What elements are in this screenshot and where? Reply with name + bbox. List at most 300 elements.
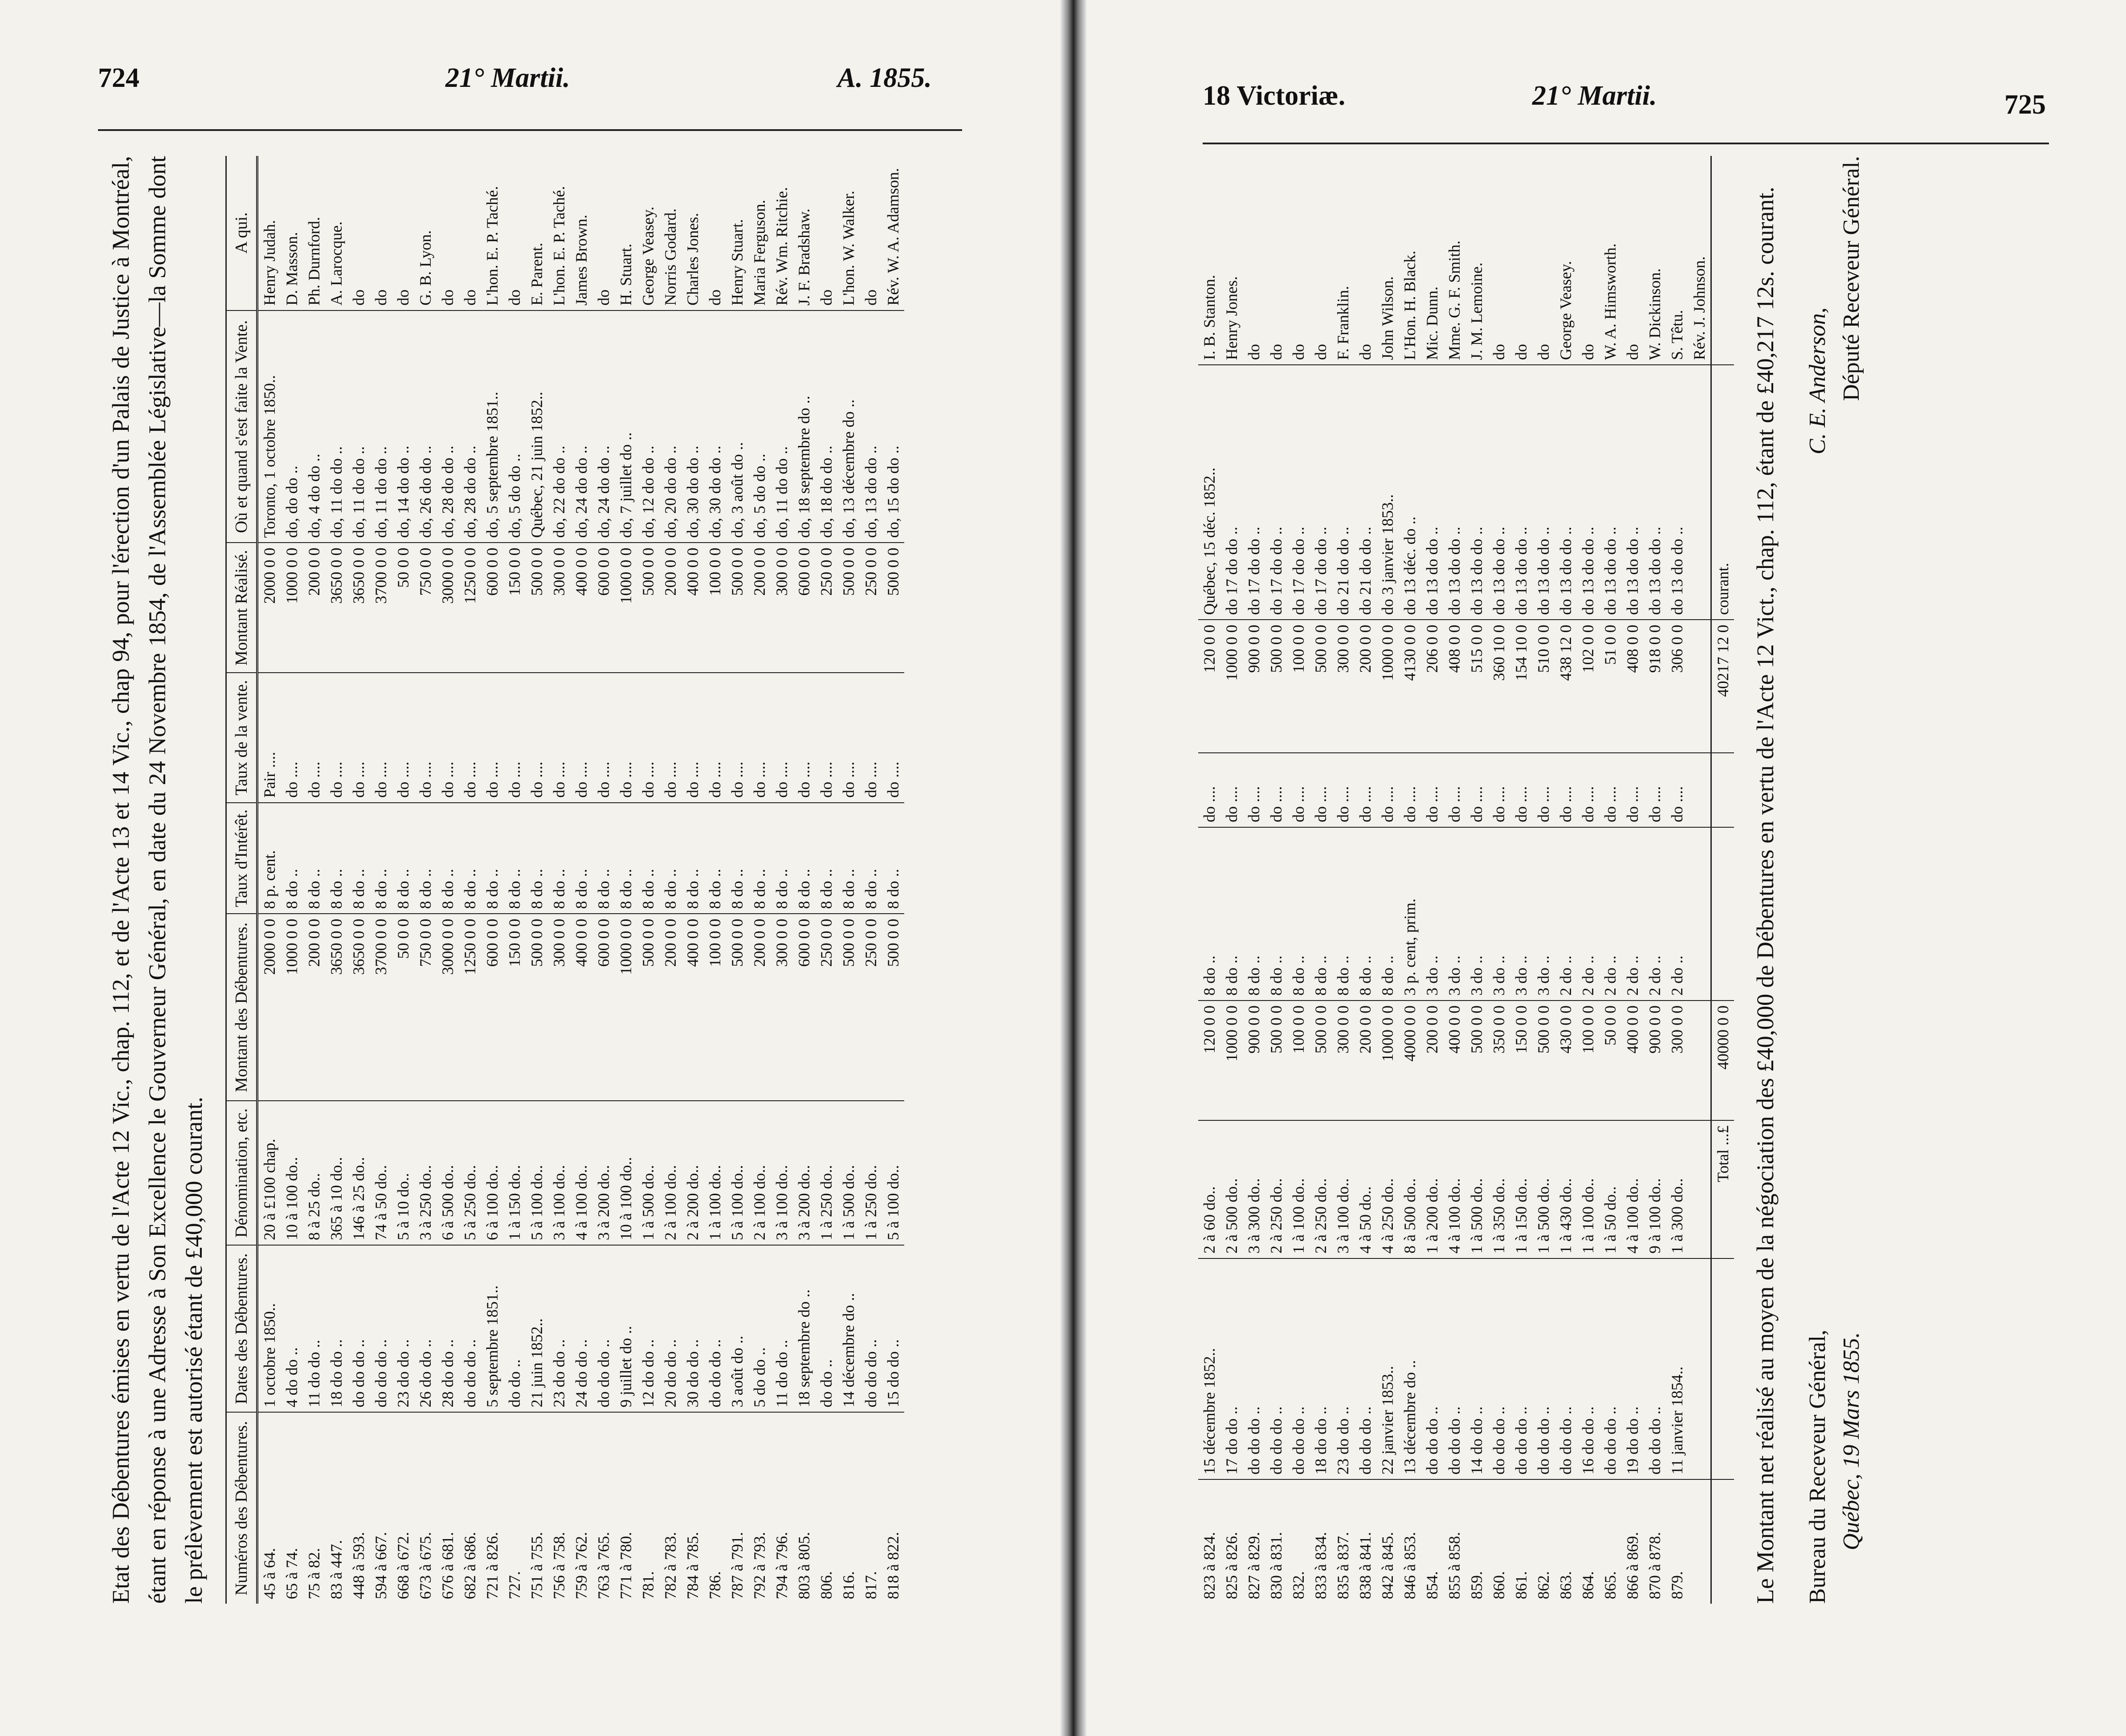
table-cell: do do do ..	[1443, 1258, 1465, 1479]
table-cell: do, 14 do do ..	[392, 310, 414, 543]
table-cell: 10 à 100 do..	[281, 1101, 303, 1245]
table-cell: do ....	[860, 673, 882, 802]
table-cell: 750 0 0	[414, 543, 437, 673]
table-cell: 17 do do ..	[1220, 1258, 1243, 1479]
table-cell: Ph. Durnford.	[303, 156, 325, 310]
table-cell: do do do ..	[459, 1245, 481, 1412]
table-cell: 400 0 0	[1621, 1001, 1644, 1120]
table-cell: 1 à 430 do..	[1555, 1120, 1577, 1258]
reign-header: 18 Victoriæ.	[1203, 81, 1346, 111]
table-cell: 8 do ..	[1310, 827, 1332, 1001]
table-cell: do do do ..	[1265, 1258, 1287, 1479]
table-cell: 200 0 0	[748, 543, 771, 673]
table-cell: Rév. J. Johnson.	[1688, 156, 1711, 365]
table-cell: 300 0 0	[771, 543, 793, 673]
table-cell: do	[1488, 156, 1510, 365]
table-cell: do, 11 do do ..	[347, 310, 370, 543]
table-cell: 200 0 0	[1354, 1001, 1376, 1120]
table-cell: Mic. Dunn.	[1421, 156, 1443, 365]
table-cell: do, 18 septembre do ..	[793, 310, 815, 543]
table-cell: 6 à 100 do..	[481, 1101, 503, 1245]
table-row	[526, 156, 548, 1604]
table-row	[1265, 156, 1287, 1604]
table-cell: A. Larocque.	[325, 156, 347, 310]
table-row	[637, 156, 659, 1604]
table-cell: do ....	[815, 673, 837, 802]
table-cell: 833 à 834.	[1312, 1532, 1330, 1599]
table-cell: 500 0 0	[882, 543, 904, 673]
table-cell: 8 do ..	[414, 803, 437, 914]
table-cell: 8 do ..	[437, 803, 459, 914]
table-cell: 500 0 0	[637, 914, 659, 1101]
table-cell: 3 do ..	[1443, 827, 1465, 1001]
table-cell: 500 0 0	[837, 543, 860, 673]
table-cell: 682 à 686.	[461, 1532, 479, 1599]
table-cell: G. B. Lyon.	[414, 156, 437, 310]
table-cell: 759 à 762.	[572, 1532, 590, 1599]
table-cell: 2 do ..	[1599, 827, 1621, 1001]
table-cell: 1000 0 0	[615, 914, 637, 1101]
table-cell: 1 octobre 1850..	[257, 1245, 281, 1412]
office-block	[1801, 1330, 1869, 1604]
table-cell: 50 0 0	[392, 543, 414, 673]
table-cell: do, 30 do do ..	[681, 310, 704, 543]
table-cell: 600 0 0	[592, 914, 615, 1101]
table-cell: 756 à 758.	[550, 1532, 568, 1599]
table-cell: 862.	[1534, 1571, 1552, 1599]
table-row	[1688, 156, 1711, 1604]
table-cell: 5 à 250 do..	[459, 1101, 481, 1245]
table-cell: do ....	[392, 673, 414, 802]
table-cell: do ....	[281, 673, 303, 802]
table-cell: do ....	[1621, 753, 1644, 827]
table-row	[615, 156, 637, 1604]
table-cell: S. Têtu.	[1666, 156, 1688, 365]
table-cell: 20 do do ..	[659, 1245, 681, 1412]
table-cell: 827 à 829.	[1245, 1532, 1263, 1599]
table-cell: 865.	[1601, 1571, 1619, 1599]
table-row	[257, 156, 281, 1604]
debentures-table-left	[225, 156, 904, 1604]
table-row	[681, 156, 704, 1604]
table-cell: do 13 do do ..	[1443, 365, 1465, 620]
table-cell: 792 à 793.	[751, 1532, 768, 1599]
column-header: Montant Réalisé.	[226, 543, 257, 673]
table-cell: do do do ..	[1243, 1258, 1265, 1479]
table-body-left	[257, 156, 905, 1604]
table-row	[1421, 156, 1443, 1604]
table-cell: do, 13 décembre do ..	[837, 310, 860, 543]
table-cell: 500 0 0	[526, 914, 548, 1101]
table-cell: 200 0 0	[1354, 620, 1376, 752]
table-row	[860, 156, 882, 1604]
table-cell: do ....	[748, 673, 771, 802]
table-cell: 200 0 0	[303, 543, 325, 673]
table-cell: 1 à 100 do..	[704, 1101, 726, 1245]
right-rotated-content	[1198, 156, 1933, 1604]
table-cell: 1 à 300 do..	[1666, 1120, 1688, 1258]
table-cell: 14 do do ..	[1465, 1258, 1488, 1479]
table-cell: do ....	[1555, 753, 1577, 827]
table-cell: 1 à 150 do..	[503, 1101, 526, 1245]
table-cell	[1711, 156, 1734, 365]
table-row	[414, 156, 437, 1604]
table-row	[1354, 156, 1376, 1604]
signature-title: Député Receveur Général.	[1839, 156, 1864, 401]
table-cell	[1688, 1258, 1711, 1479]
table-cell: 676 à 681.	[439, 1532, 457, 1599]
table-cell: 50 0 0	[1599, 1001, 1621, 1120]
table-cell: 8 à 25 do..	[303, 1101, 325, 1245]
table-cell: 8 p. cent.	[257, 803, 281, 914]
table-cell: 16 do do ..	[1577, 1258, 1599, 1479]
table-cell: E. Parent.	[526, 156, 548, 310]
table-cell: 3 do ..	[1421, 827, 1443, 1001]
table-cell: 879.	[1668, 1571, 1686, 1599]
table-cell: 835 à 837.	[1334, 1532, 1352, 1599]
table-cell: 2 do ..	[1644, 827, 1666, 1001]
table-cell: 15 décembre 1852..	[1198, 1258, 1220, 1479]
table-cell: do 13 do do ..	[1599, 365, 1621, 620]
table-cell	[1711, 1258, 1734, 1479]
table-cell: George Veasey.	[637, 156, 659, 310]
table-cell: 250 0 0	[860, 543, 882, 673]
table-cell: do ....	[370, 673, 392, 802]
table-cell: 594 à 667.	[372, 1532, 390, 1599]
table-cell: do do do ..	[860, 1245, 882, 1412]
table-cell: 30 do do ..	[681, 1245, 704, 1412]
table-cell	[1688, 620, 1711, 752]
table-cell: do	[1310, 156, 1332, 365]
table-cell: 859.	[1468, 1571, 1485, 1599]
table-cell: do, 30 do do ..	[704, 310, 726, 543]
table-cell: Henry Stuart.	[726, 156, 748, 310]
table-cell: 448 à 593.	[350, 1532, 367, 1599]
table-cell: do, 20 do do ..	[659, 310, 681, 543]
table-cell: James Brown.	[570, 156, 592, 310]
table-cell: do	[347, 156, 370, 310]
table-cell: 600 0 0	[592, 543, 615, 673]
table-row	[1465, 156, 1488, 1604]
table-cell: Toronto, 1 octobre 1850..	[257, 310, 281, 543]
table-cell: 500 0 0	[1265, 620, 1287, 752]
table-row	[1332, 156, 1354, 1604]
table-row	[325, 156, 347, 1604]
table-cell: 400 0 0	[1443, 1001, 1465, 1120]
table-cell: 900 0 0	[1243, 1001, 1265, 1120]
table-cell: 8 do ..	[281, 803, 303, 914]
table-cell: do 13 do do ..	[1621, 365, 1644, 620]
header-rule-left	[98, 129, 962, 131]
table-cell: 5 septembre 1851..	[481, 1245, 503, 1412]
table-cell: 8 do ..	[1287, 827, 1310, 1001]
table-cell: 500 0 0	[637, 543, 659, 673]
table-cell: Québec, 15 déc. 1852..	[1198, 365, 1220, 620]
table-cell: do	[1621, 156, 1644, 365]
table-cell: do do do ..	[1510, 1258, 1532, 1479]
table-cell: 825 à 826.	[1223, 1532, 1241, 1599]
table-cell: 306 0 0	[1666, 620, 1688, 752]
table-cell: do, 5 septembre 1851..	[481, 310, 503, 543]
table-cell: 846 à 853.	[1401, 1532, 1419, 1599]
table-cell: 150 0 0	[503, 914, 526, 1101]
table-cell: 794 à 796.	[773, 1532, 791, 1599]
table-row	[459, 156, 481, 1604]
table-cell: do 13 do do ..	[1577, 365, 1599, 620]
table-cell: 6 à 500 do..	[437, 1101, 459, 1245]
table-cell: 816.	[840, 1571, 857, 1599]
table-cell: do ....	[481, 673, 503, 802]
table-cell: John Wilson.	[1376, 156, 1399, 365]
table-cell: do ....	[1421, 753, 1443, 827]
table-cell: 300 0 0	[1332, 620, 1354, 752]
table-row	[481, 156, 503, 1604]
table-cell: do 13 do do ..	[1532, 365, 1555, 620]
table-cell: 600 0 0	[481, 914, 503, 1101]
table-cell: do, 13 do do ..	[860, 310, 882, 543]
table-cell: do ....	[726, 673, 748, 802]
table-cell: 206 0 0	[1421, 620, 1443, 752]
date-header-right: 21° Martii.	[1532, 81, 1657, 111]
table-cell: 2 à 500 do..	[1220, 1120, 1243, 1258]
table-cell: 1000 0 0	[1376, 620, 1399, 752]
office-label: Bureau du Receveur Général,	[1805, 1329, 1830, 1604]
table-row	[1599, 156, 1621, 1604]
table-cell: 8 do ..	[1332, 827, 1354, 1001]
table-cell: 3 à 200 do..	[793, 1101, 815, 1245]
table-cell: 818 à 822.	[884, 1532, 902, 1599]
table-cell: 200 0 0	[1421, 1001, 1443, 1120]
table-cell: 8 do ..	[837, 803, 860, 914]
table-cell: 900 0 0	[1644, 1001, 1666, 1120]
table-cell: do ....	[1443, 753, 1465, 827]
table-cell: Charles Jones.	[681, 156, 704, 310]
table-cell: Rév. W. A. Adamson.	[882, 156, 904, 310]
column-header: Montant des Débentures.	[226, 914, 257, 1101]
column-header: Dénomination, etc.	[226, 1101, 257, 1245]
table-cell: L'Hon. H. Black.	[1399, 156, 1421, 365]
table-cell: 350 0 0	[1488, 1001, 1510, 1120]
table-cell: 1000 0 0	[281, 543, 303, 673]
place-date: Québec, 19 Mars 1855.	[1839, 1332, 1864, 1550]
table-cell: 900 0 0	[1243, 620, 1265, 752]
table-cell: 500 0 0	[1465, 1001, 1488, 1120]
table-cell: 787 à 791.	[728, 1532, 746, 1599]
table-cell: 8 do ..	[659, 803, 681, 914]
table-cell: 8 do ..	[1376, 827, 1399, 1001]
table-cell: 13 décembre do ..	[1399, 1258, 1421, 1479]
table-cell: 3650 0 0	[325, 543, 347, 673]
table-cell: 18 septembre do ..	[793, 1245, 815, 1412]
table-cell: do do do ..	[1354, 1258, 1376, 1479]
table-cell: 5 à 10 do..	[392, 1101, 414, 1245]
table-cell: 3 août do ..	[726, 1245, 748, 1412]
table-cell: 100 0 0	[1577, 1001, 1599, 1120]
table-cell: do do do ..	[370, 1245, 392, 1412]
table-cell	[1688, 1479, 1711, 1604]
signature-block	[1801, 156, 1869, 1604]
table-cell: 5 à 100 do..	[526, 1101, 548, 1245]
table-cell: 400 0 0	[681, 914, 704, 1101]
table-cell: 8 do ..	[748, 803, 771, 914]
table-cell: 771 à 780.	[617, 1532, 635, 1599]
table-cell: 23 do do ..	[1332, 1258, 1354, 1479]
table-cell: 250 0 0	[860, 914, 882, 1101]
table-cell: do ....	[1198, 753, 1220, 827]
table-cell: do ....	[637, 673, 659, 802]
table-cell: 600 0 0	[793, 914, 815, 1101]
table-cell: 100 0 0	[704, 543, 726, 673]
table-cell: 150 0 0	[503, 543, 526, 673]
table-cell: 200 0 0	[303, 914, 325, 1101]
table-cell: 8 do ..	[860, 803, 882, 914]
table-cell: L'hon. E. P. Taché.	[548, 156, 570, 310]
table-row	[570, 156, 592, 1604]
table-cell: do, 28 do do ..	[437, 310, 459, 543]
table-cell: 763 à 765.	[595, 1532, 612, 1599]
table-cell: do 17 do do ..	[1265, 365, 1287, 620]
table-row	[837, 156, 860, 1604]
table-cell: 2000 0 0	[257, 543, 281, 673]
table-cell: 1 à 500 do..	[637, 1101, 659, 1245]
table-cell: do ....	[347, 673, 370, 802]
table-cell: do	[1532, 156, 1555, 365]
table-row	[1577, 156, 1599, 1604]
table-cell: 8 do ..	[771, 803, 793, 914]
table-cell: 673 à 675.	[416, 1532, 434, 1599]
table-cell: Rév. Wm. Ritchie.	[771, 156, 793, 310]
table-row	[1198, 156, 1220, 1604]
table-row	[1287, 156, 1310, 1604]
table-cell: do ....	[459, 673, 481, 802]
table-cell: do ....	[793, 673, 815, 802]
table-cell: 8 do ..	[793, 803, 815, 914]
table-row	[347, 156, 370, 1604]
table-cell: do ....	[437, 673, 459, 802]
table-cell: 4 à 50 do..	[1354, 1120, 1376, 1258]
table-cell: do 13 do do ..	[1465, 365, 1488, 620]
table-cell: do 3 janvier 1853..	[1376, 365, 1399, 620]
year-header: A. 1855.	[837, 63, 932, 93]
table-cell: 803 à 805.	[795, 1532, 813, 1599]
table-cell	[1711, 1479, 1734, 1604]
table-cell: 8 do ..	[459, 803, 481, 914]
table-cell: 1 à 150 do..	[1510, 1120, 1532, 1258]
table-cell: Pair ....	[257, 673, 281, 802]
table-cell: do ....	[1532, 753, 1555, 827]
footnote: Le Montant net réalisé au moyen de la négociation des £40,000 de Débentures en vertu de l'Acte 12 Vict., chap. 112, étant de £40,217 12s. courant.	[1752, 186, 1779, 1604]
table-cell: Maria Ferguson.	[748, 156, 771, 310]
table-cell: do do ..	[503, 1245, 526, 1412]
table-cell: 200 0 0	[659, 914, 681, 1101]
table-cell: 5 à 100 do..	[726, 1101, 748, 1245]
table-cell: 866 à 869.	[1624, 1532, 1641, 1599]
table-cell: do 21 do do ..	[1354, 365, 1376, 620]
table-cell: 1 à 100 do..	[1577, 1120, 1599, 1258]
table-cell: do	[1243, 156, 1265, 365]
column-header: Où et quand s'est faite la Vente.	[226, 310, 257, 543]
table-cell: do do do ..	[1421, 1258, 1443, 1479]
table-cell: 2 à 100 do..	[659, 1101, 681, 1245]
table-cell: 24 do do ..	[570, 1245, 592, 1412]
table-row	[1510, 156, 1532, 1604]
table-cell: do ....	[681, 673, 704, 802]
table-cell: 2 do ..	[1666, 827, 1688, 1001]
table-cell: 2 à 60 do..	[1198, 1120, 1220, 1258]
table-cell: do ....	[882, 673, 904, 802]
left-page	[0, 0, 1060, 1736]
table-cell: 75 à 82.	[305, 1548, 323, 1599]
table-cell: do ....	[1399, 753, 1421, 827]
table-cell: 8 do ..	[548, 803, 570, 914]
table-cell: 863.	[1557, 1571, 1575, 1599]
table-cell: 500 0 0	[1310, 1001, 1332, 1120]
table-cell: do 13 do do ..	[1666, 365, 1688, 620]
table-cell: 250 0 0	[815, 914, 837, 1101]
table-cell: 864.	[1579, 1571, 1597, 1599]
table-cell: 751 à 755.	[528, 1532, 546, 1599]
table-row	[1644, 156, 1666, 1604]
table-cell: do ....	[1243, 753, 1265, 827]
table-cell: 50 0 0	[392, 914, 414, 1101]
table-cell: 8 do ..	[1220, 827, 1243, 1001]
table-cell: 600 0 0	[481, 543, 503, 673]
table-cell: 100 0 0	[1287, 1001, 1310, 1120]
table-cell: 1000 0 0	[1376, 1001, 1399, 1120]
table-cell: 2 à 250 do..	[1265, 1120, 1287, 1258]
page-number-left: 724	[98, 63, 139, 93]
table-cell: 8 do ..	[370, 803, 392, 914]
table-cell: 5 do do ..	[748, 1245, 771, 1412]
table-cell: Mme. G. F. Smith.	[1443, 156, 1465, 365]
table-row	[548, 156, 570, 1604]
table-cell: 806.	[817, 1571, 835, 1599]
table-cell: 3 do ..	[1488, 827, 1510, 1001]
column-header: Taux de la vente.	[226, 673, 257, 802]
table-cell: do 13 do do ..	[1510, 365, 1532, 620]
table-cell: do 17 do do ..	[1243, 365, 1265, 620]
table-cell: do, 24 do do ..	[570, 310, 592, 543]
table-cell: 3 à 250 do..	[414, 1101, 437, 1245]
table-cell: 8 do ..	[592, 803, 615, 914]
table-cell: 500 0 0	[1532, 1001, 1555, 1120]
table-cell: do do do ..	[592, 1245, 615, 1412]
table-cell: 250 0 0	[815, 543, 837, 673]
table-cell: do do ..	[815, 1245, 837, 1412]
table-cell: do 17 do do ..	[1287, 365, 1310, 620]
table-cell: 22 janvier 1853..	[1376, 1258, 1399, 1479]
signature-name: C. E. Anderson,	[1805, 307, 1830, 455]
table-cell: 83 à 447.	[327, 1540, 345, 1599]
table-cell: 438 12 0	[1555, 620, 1577, 752]
table-cell: 65 à 74.	[283, 1548, 301, 1599]
table-cell: 500 0 0	[526, 543, 548, 673]
table-cell: do	[815, 156, 837, 310]
table-row	[1666, 156, 1688, 1604]
table-cell: 120 0 0	[1198, 1001, 1220, 1120]
table-cell: 408 0 0	[1443, 620, 1465, 752]
table-cell: F. Franklin.	[1332, 156, 1354, 365]
table-cell: 500 0 0	[1310, 620, 1332, 752]
table-cell: do ....	[1310, 753, 1332, 827]
table-cell: 500 0 0	[837, 914, 860, 1101]
table-cell: 400 0 0	[681, 543, 704, 673]
table-cell: do 17 do do ..	[1220, 365, 1243, 620]
table-cell	[1688, 753, 1711, 827]
table-cell: 918 0 0	[1644, 620, 1666, 752]
table-cell	[1711, 753, 1734, 827]
table-cell: do, 26 do do ..	[414, 310, 437, 543]
